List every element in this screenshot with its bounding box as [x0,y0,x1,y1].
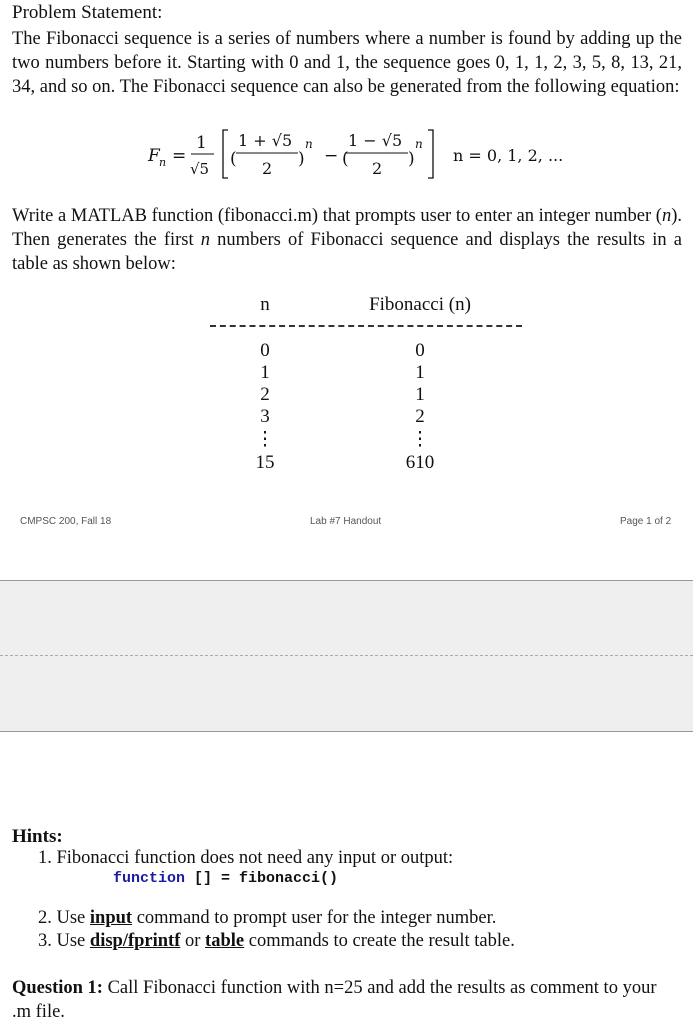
table-header-n: n [260,294,270,315]
table-cell-fib: 0 [415,340,425,361]
table-command-link: table [205,931,245,951]
table-cell-fib: ⋮ [410,429,430,450]
eq-paren-open-2: ( [342,149,349,169]
eq-paren-close-2: ) [408,149,415,169]
table-cell-fib: 2 [415,406,425,427]
eq-condition: n = 0, 1, 2, ... [453,146,564,165]
table-divider [210,325,522,327]
eq-frac1-den: 2 [262,159,273,178]
table-cell-n: 15 [255,452,275,473]
eq-paren-open-1: ( [230,149,237,169]
table-header-fib: Fibonacci (n) [369,294,471,315]
eq-lhs-sub: n [159,156,167,169]
eq-paren-close-1: ) [298,149,305,169]
task-paragraph: Write a MATLAB function (fibonacci.m) that prompts user to enter an integer number (n). Then generates the first n numbers of Fibonacci sequence and displays the results in a table as shown below: [12,206,682,274]
eq-frac2-den: 2 [372,159,383,178]
eq-equals: = [172,146,187,166]
page-break-divider [0,655,693,656]
code-snippet: function [] = fibonacci() [113,870,339,887]
eq-left-bracket [223,130,228,178]
footer-title: Lab #7 Handout [310,516,382,527]
hint-3: 3. Use disp/fprintf or table commands to create the result table. [38,931,515,951]
footer-course: CMPSC 200, Fall 18 [20,516,112,527]
eq-coef-num: 1 [196,133,207,153]
eq-exp-1: n [305,137,313,151]
eq-coef-den: √5 [190,160,210,178]
intro-paragraph: The Fibonacci sequence is a series of numbers where a number is found by adding up the two numbers before it. Starting with 0 and 1, the sequence goes 0, 1, 1, 2, 3, 5, 8, 13, 21, 34, and so on. The Fibonacci sequence can also be generated from the following equation: [12,29,682,97]
problem-heading: Problem Statement: [12,2,163,23]
eq-frac2-num: 1 − √5 [348,131,403,150]
table-cell-n: 1 [260,362,270,383]
table-cell-fib: 1 [415,384,425,405]
hint-1: 1. Fibonacci function does not need any input or output: [38,848,454,868]
table-cell-n: ⋮ [255,429,275,450]
page-break [0,580,693,732]
eq-minus: − [324,146,339,166]
eq-lhs: F [148,146,160,166]
eq-frac1-num: 1 + √5 [238,131,293,150]
eq-right-bracket [428,130,433,178]
hint-2: 2. Use input command to prompt user for the integer number. [38,908,497,928]
table-cell-n: 0 [260,340,270,361]
table-cell-n: 2 [260,384,270,405]
table-cell-fib: 610 [405,452,435,473]
hints-heading: Hints: [12,826,63,847]
table-cell-n: 3 [260,406,270,427]
input-command-link: input [89,908,133,928]
fibonacci-equation [148,124,568,184]
table-cell-fib: 1 [415,362,425,383]
question-1: Question 1: Call Fibonacci function with n=25 and add the results as comment to your .m file. [12,978,657,1022]
footer-page: Page 1 of 2 [620,516,672,527]
disp-fprintf-link: disp/fprintf [89,931,181,951]
eq-exp-2: n [415,137,423,151]
